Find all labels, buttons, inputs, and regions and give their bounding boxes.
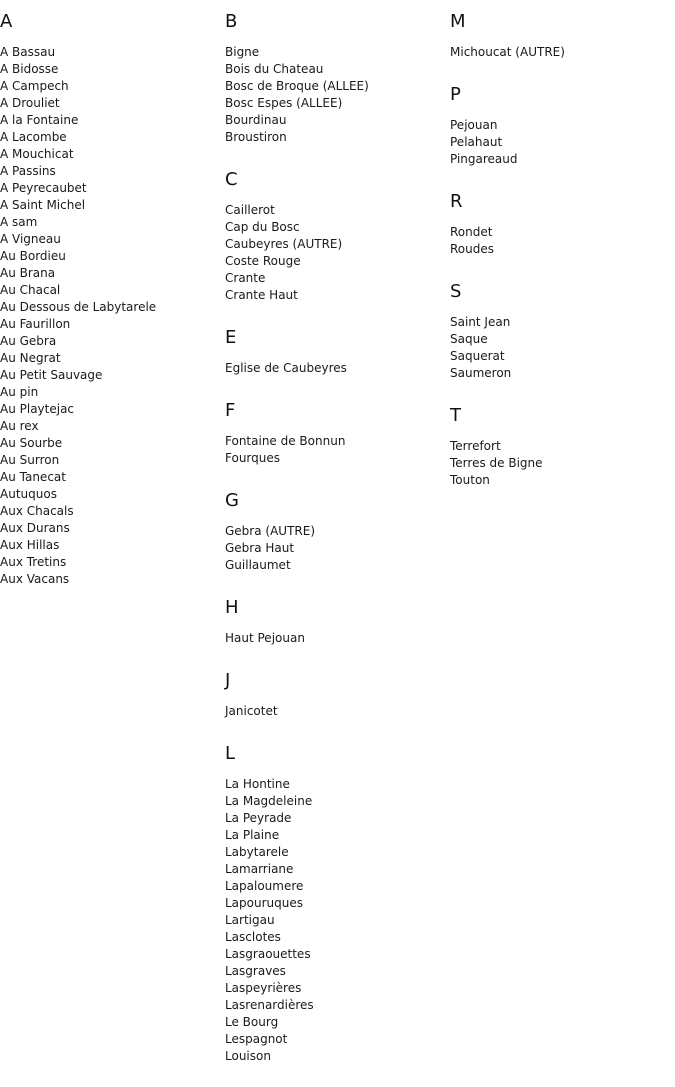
place-link[interactable]: Au Bordieu: [0, 249, 66, 263]
place-link[interactable]: Lasgraves: [225, 964, 286, 978]
place-link[interactable]: Bigne: [225, 45, 260, 59]
place-link[interactable]: Fontaine de Bonnun: [225, 434, 346, 448]
letter-section: [450, 10, 670, 61]
place-list: [225, 630, 445, 647]
place-link[interactable]: Lasgraouettes: [225, 947, 311, 961]
place-list: [225, 202, 445, 304]
place-list: [225, 360, 445, 377]
place-link[interactable]: A Bassau: [0, 45, 56, 59]
place-link[interactable]: Eglise de Caubeyres: [225, 361, 347, 375]
place-link[interactable]: Au Gebra: [0, 334, 57, 348]
place-link[interactable]: Roudes: [450, 242, 494, 256]
place-link[interactable]: Cap du Bosc: [225, 220, 300, 234]
place-link[interactable]: La Peyrade: [225, 811, 292, 825]
place-link[interactable]: A Mouchicat: [0, 147, 74, 161]
place-link[interactable]: Bosc Espes (ALLEE): [225, 96, 343, 110]
place-link[interactable]: Louison: [225, 1049, 271, 1063]
letter-heading: T: [450, 405, 461, 426]
place-link[interactable]: Bois du Chateau: [225, 62, 324, 76]
letter-section: [0, 10, 220, 588]
place-link[interactable]: Terrefort: [450, 439, 501, 453]
letter-heading: M: [450, 11, 466, 32]
place-list: [450, 314, 670, 382]
index-column-1: [0, 10, 220, 610]
place-link[interactable]: Au rex: [0, 419, 39, 433]
place-link[interactable]: Aux Tretins: [0, 555, 67, 569]
place-link[interactable]: Pingareaud: [450, 152, 518, 166]
place-link[interactable]: A Vigneau: [0, 232, 61, 246]
place-link[interactable]: Aux Chacals: [0, 504, 74, 518]
letter-heading: F: [225, 400, 236, 421]
place-link[interactable]: Au Petit Sauvage: [0, 368, 103, 382]
place-link[interactable]: La Plaine: [225, 828, 280, 842]
place-link[interactable]: Guillaumet: [225, 558, 291, 572]
place-link[interactable]: Le Bourg: [225, 1015, 279, 1029]
place-link[interactable]: Au Sourbe: [0, 436, 63, 450]
place-link[interactable]: Lespagnot: [225, 1032, 288, 1046]
place-link[interactable]: Aux Durans: [0, 521, 70, 535]
place-link[interactable]: Labytarele: [225, 845, 289, 859]
place-link[interactable]: A Peyrecaubet: [0, 181, 87, 195]
place-link[interactable]: Au pin: [0, 385, 39, 399]
letter-section: [225, 168, 445, 304]
place-link[interactable]: Autuquos: [0, 487, 57, 501]
letter-section: [450, 404, 670, 489]
letter-heading: G: [225, 490, 239, 511]
place-link[interactable]: A Campech: [0, 79, 69, 93]
place-link[interactable]: Au Dessous de Labytarele: [0, 300, 157, 314]
place-link[interactable]: Lasclotes: [225, 930, 281, 944]
place-list: [450, 224, 670, 258]
place-link[interactable]: Au Brana: [0, 266, 56, 280]
letter-heading: H: [225, 597, 239, 618]
letter-section: [225, 399, 445, 467]
place-link[interactable]: A Bidosse: [0, 62, 59, 76]
place-list: [225, 44, 445, 146]
place-link[interactable]: Saque: [450, 332, 488, 346]
place-list: [450, 438, 670, 489]
place-link[interactable]: Michoucat (AUTRE): [450, 45, 565, 59]
place-link[interactable]: Aux Hillas: [0, 538, 60, 552]
place-link[interactable]: A Drouliet: [0, 96, 60, 110]
place-link[interactable]: Touton: [450, 473, 490, 487]
place-link[interactable]: Aux Vacans: [0, 572, 70, 586]
place-link[interactable]: Saumeron: [450, 366, 512, 380]
letter-heading: L: [225, 743, 236, 764]
place-link[interactable]: A Saint Michel: [0, 198, 86, 212]
letter-heading: P: [450, 84, 461, 105]
place-link[interactable]: La Magdeleine: [225, 794, 313, 808]
place-link[interactable]: Bosc de Broque (ALLEE): [225, 79, 369, 93]
letter-heading: B: [225, 11, 238, 32]
place-link[interactable]: Bourdinau: [225, 113, 287, 127]
place-link[interactable]: Gebra (AUTRE): [225, 524, 316, 538]
place-link[interactable]: Lasrenardières: [225, 998, 314, 1012]
letter-section: [225, 10, 445, 146]
place-link[interactable]: A Passins: [0, 164, 56, 178]
place-link[interactable]: A Lacombe: [0, 130, 67, 144]
letter-section: [450, 280, 670, 382]
place-link[interactable]: Lartigau: [225, 913, 275, 927]
place-link[interactable]: Janicotet: [225, 704, 278, 718]
letter-heading: A: [0, 11, 13, 32]
place-link[interactable]: Caillerot: [225, 203, 275, 217]
place-link[interactable]: Haut Pejouan: [225, 631, 305, 645]
place-link[interactable]: Lamarriane: [225, 862, 294, 876]
letter-section: [225, 742, 445, 1065]
place-link[interactable]: A la Fontaine: [0, 113, 79, 127]
place-link[interactable]: Au Tanecat: [0, 470, 66, 484]
place-link[interactable]: Rondet: [450, 225, 493, 239]
place-list: [225, 776, 445, 1065]
place-link[interactable]: Pelahaut: [450, 135, 503, 149]
place-link[interactable]: Lapaloumere: [225, 879, 304, 893]
place-list: [0, 44, 220, 588]
place-link[interactable]: Coste Rouge: [225, 254, 301, 268]
place-link[interactable]: Caubeyres (AUTRE): [225, 237, 343, 251]
place-link[interactable]: Au Surron: [0, 453, 60, 467]
place-link[interactable]: Pejouan: [450, 118, 498, 132]
place-link[interactable]: Au Faurillon: [0, 317, 71, 331]
letter-heading: C: [225, 169, 238, 190]
letter-section: [450, 83, 670, 168]
place-link[interactable]: Crante: [225, 271, 266, 285]
place-link[interactable]: Laspeyrières: [225, 981, 302, 995]
place-link[interactable]: Saquerat: [450, 349, 505, 363]
place-list: [225, 523, 445, 574]
place-link[interactable]: Crante Haut: [225, 288, 298, 302]
letter-section: [225, 326, 445, 377]
letter-heading: S: [450, 281, 462, 302]
index-column-2: [225, 10, 445, 1087]
place-link[interactable]: Broustiron: [225, 130, 287, 144]
letter-section: [225, 596, 445, 647]
letter-section: [225, 489, 445, 574]
place-link[interactable]: Gebra Haut: [225, 541, 295, 555]
place-link[interactable]: Au Chacal: [0, 283, 61, 297]
place-link[interactable]: A sam: [0, 215, 38, 229]
letter-section: [450, 190, 670, 258]
place-link[interactable]: Au Negrat: [0, 351, 61, 365]
place-link[interactable]: Fourques: [225, 451, 281, 465]
place-list: [225, 703, 445, 720]
letter-heading: E: [225, 327, 237, 348]
index-column-3: [450, 10, 670, 511]
place-link[interactable]: Au Playtejac: [0, 402, 75, 416]
place-list: [225, 433, 445, 467]
place-list: [450, 44, 670, 61]
letter-heading: J: [225, 670, 231, 691]
place-link[interactable]: Lapouruques: [225, 896, 303, 910]
place-link[interactable]: La Hontine: [225, 777, 290, 791]
place-link[interactable]: Terres de Bigne: [450, 456, 543, 470]
letter-section: [225, 669, 445, 720]
place-link[interactable]: Saint Jean: [450, 315, 511, 329]
letter-heading: R: [450, 191, 463, 212]
place-list: [450, 117, 670, 168]
